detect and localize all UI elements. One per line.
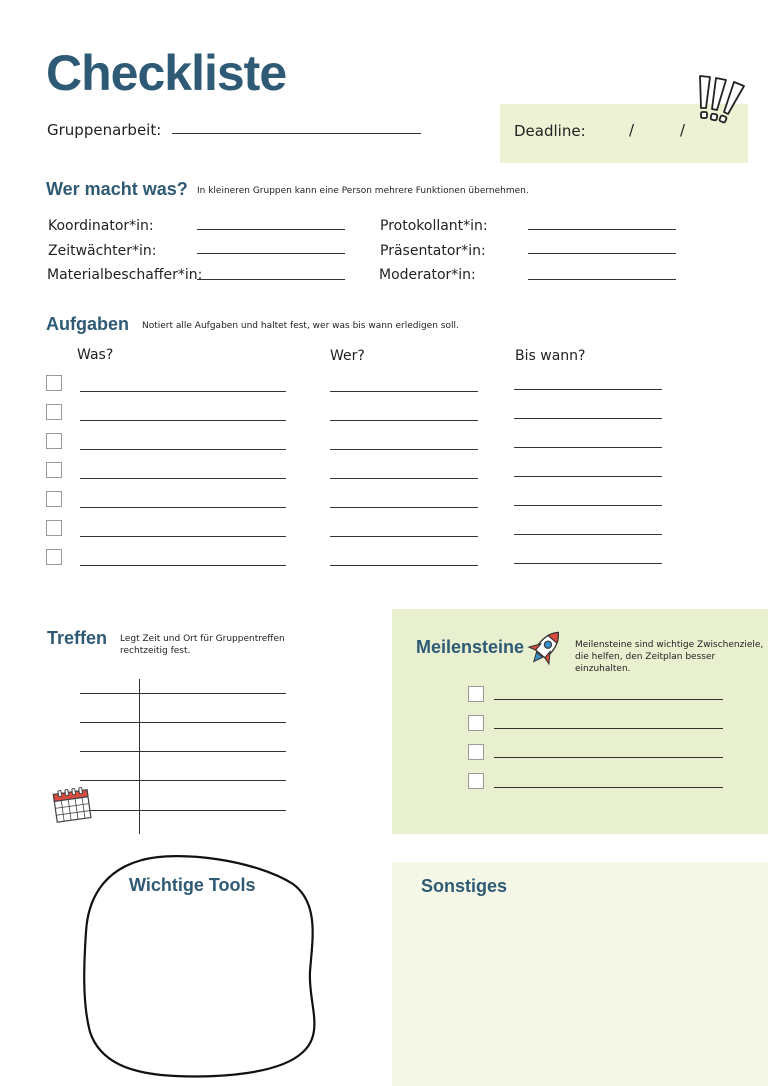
task-wer-line[interactable] bbox=[330, 391, 478, 392]
task-wer-line[interactable] bbox=[330, 565, 478, 566]
role-label: Materialbeschaffer*in: bbox=[47, 267, 203, 283]
rocket-icon bbox=[524, 626, 568, 668]
task-wer-line[interactable] bbox=[330, 420, 478, 421]
task-bis-line[interactable] bbox=[514, 505, 662, 506]
milestone-line[interactable] bbox=[494, 728, 723, 729]
milestone-checkbox[interactable] bbox=[468, 715, 484, 731]
task-checkbox[interactable] bbox=[46, 375, 62, 391]
milestone-line[interactable] bbox=[494, 757, 723, 758]
role-line[interactable] bbox=[197, 279, 345, 280]
task-checkbox[interactable] bbox=[46, 433, 62, 449]
task-was-line[interactable] bbox=[80, 391, 286, 392]
task-checkbox[interactable] bbox=[46, 462, 62, 478]
task-was-line[interactable] bbox=[80, 565, 286, 566]
task-checkbox[interactable] bbox=[46, 520, 62, 536]
calendar-icon bbox=[50, 786, 94, 824]
role-line[interactable] bbox=[528, 253, 676, 254]
meetings-heading: Treffen bbox=[47, 628, 108, 648]
task-wer-line[interactable] bbox=[330, 536, 478, 537]
deadline-separator: / bbox=[629, 121, 635, 139]
column-header-was: Was? bbox=[77, 347, 114, 363]
task-bis-line[interactable] bbox=[514, 447, 662, 448]
milestone-checkbox[interactable] bbox=[468, 744, 484, 760]
role-line[interactable] bbox=[197, 229, 345, 230]
gruppenarbeit-line[interactable] bbox=[172, 133, 421, 134]
exclamation-marks-icon bbox=[694, 72, 752, 124]
meeting-line[interactable] bbox=[80, 780, 286, 781]
page-title: Checkliste bbox=[46, 45, 287, 101]
milestone-line[interactable] bbox=[494, 699, 723, 700]
task-wer-line[interactable] bbox=[330, 507, 478, 508]
task-was-line[interactable] bbox=[80, 449, 286, 450]
task-bis-line[interactable] bbox=[514, 476, 662, 477]
tasks-note: Notiert alle Aufgaben und haltet fest, wer was bis wann erledigen soll. bbox=[142, 321, 459, 331]
meeting-line[interactable] bbox=[80, 751, 286, 752]
column-header-bis-wann: Bis wann? bbox=[515, 348, 586, 364]
task-was-line[interactable] bbox=[80, 536, 286, 537]
tasks-heading: Aufgaben bbox=[46, 314, 129, 334]
roles-heading: Wer macht was? bbox=[46, 179, 188, 199]
role-label: Protokollant*in: bbox=[380, 218, 488, 234]
task-checkbox[interactable] bbox=[46, 404, 62, 420]
task-checkbox[interactable] bbox=[46, 549, 62, 565]
milestones-note-line1: Meilensteine sind wichtige Zwischenziele, bbox=[575, 640, 764, 650]
roles-note: In kleineren Gruppen kann eine Person mehrere Funktionen übernehmen. bbox=[197, 186, 529, 196]
meeting-line[interactable] bbox=[80, 722, 286, 723]
milestone-line[interactable] bbox=[494, 787, 723, 788]
misc-heading: Sonstiges bbox=[421, 876, 508, 896]
task-checkbox[interactable] bbox=[46, 491, 62, 507]
role-line[interactable] bbox=[528, 229, 676, 230]
gruppenarbeit-label: Gruppenarbeit: bbox=[47, 121, 162, 139]
role-line[interactable] bbox=[528, 279, 676, 280]
milestone-checkbox[interactable] bbox=[468, 686, 484, 702]
column-header-wer: Wer? bbox=[330, 348, 365, 364]
role-label: Präsentator*in: bbox=[380, 243, 486, 259]
milestone-checkbox[interactable] bbox=[468, 773, 484, 789]
deadline-label: Deadline: bbox=[514, 122, 586, 140]
task-was-line[interactable] bbox=[80, 478, 286, 479]
meeting-line[interactable] bbox=[80, 810, 286, 811]
deadline-separator: / bbox=[680, 121, 686, 139]
task-bis-line[interactable] bbox=[514, 563, 662, 564]
meetings-note-line1: Legt Zeit und Ort für Gruppentreffen bbox=[120, 634, 285, 644]
task-bis-line[interactable] bbox=[514, 418, 662, 419]
meeting-line[interactable] bbox=[80, 693, 286, 694]
meetings-note-line2: rechtzeitig fest. bbox=[120, 646, 191, 656]
role-line[interactable] bbox=[197, 253, 345, 254]
task-bis-line[interactable] bbox=[514, 389, 662, 390]
role-label: Koordinator*in: bbox=[48, 218, 154, 234]
milestones-note-line2: die helfen, den Zeitplan besser einzuhalten. bbox=[575, 652, 716, 674]
task-wer-line[interactable] bbox=[330, 449, 478, 450]
task-was-line[interactable] bbox=[80, 420, 286, 421]
tools-heading: Wichtige Tools bbox=[129, 875, 256, 895]
task-wer-line[interactable] bbox=[330, 478, 478, 479]
milestones-heading: Meilensteine bbox=[416, 637, 525, 657]
role-label: Zeitwächter*in: bbox=[48, 243, 157, 259]
role-label: Moderator*in: bbox=[379, 267, 476, 283]
task-bis-line[interactable] bbox=[514, 534, 662, 535]
task-was-line[interactable] bbox=[80, 507, 286, 508]
